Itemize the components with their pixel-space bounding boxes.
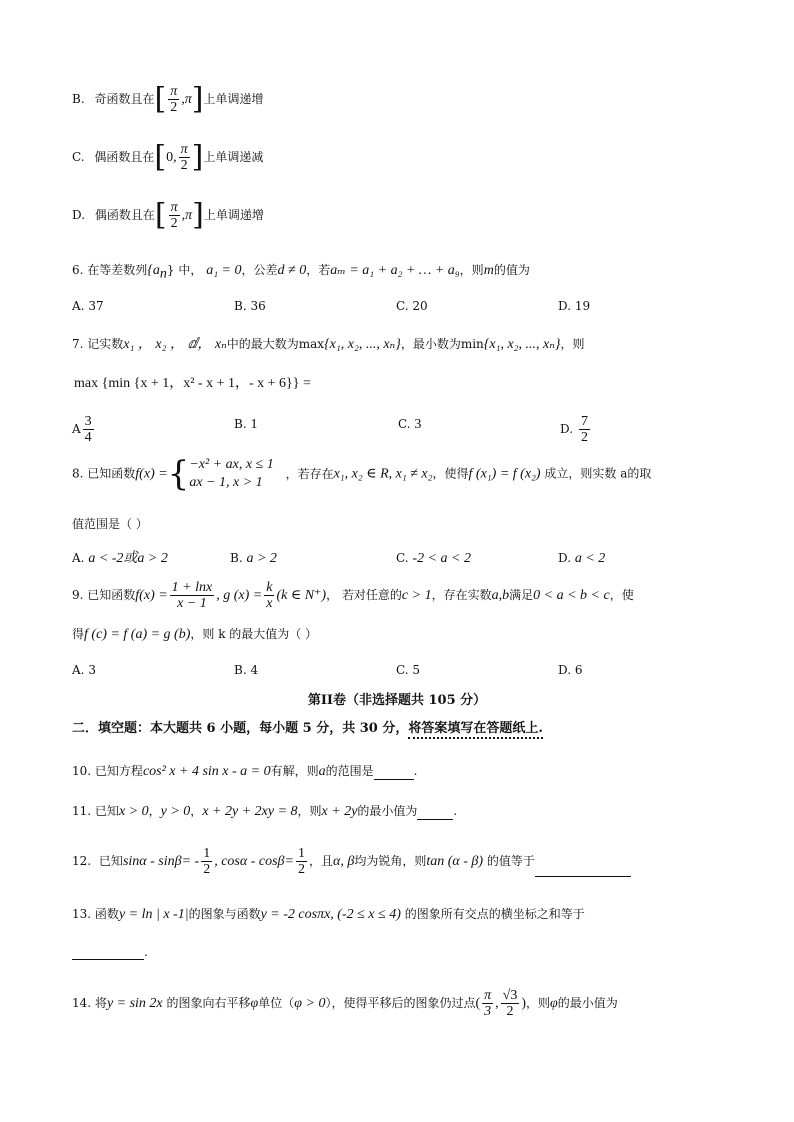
- variables: x₁ ， x₂ ， ⅆ， xₙ: [123, 337, 227, 352]
- heading-text: 二．填空题：本大题共 6 小题，每小题 5 分，共 30 分，: [72, 721, 409, 736]
- q14: 14. 将y = sin 2x 的图象向右平移φ单位（φ > 0），使得平移后的图象仍过点( $\frac{\pi}{3}$ , $\frac{√3}{2}$ )，则φ的最小值为: [72, 988, 618, 1019]
- stem-text: 的值等于: [486, 854, 535, 868]
- option-letter: C.: [72, 150, 85, 164]
- option-a[interactable]: A. 37: [72, 299, 104, 313]
- left-bracket: [: [154, 139, 167, 175]
- function-g: , g (x) =: [216, 588, 263, 603]
- option-a[interactable]: A. a < -2或a > 2: [72, 551, 168, 566]
- option-letter: D.: [72, 208, 86, 222]
- option-a[interactable]: A. 3: [72, 663, 96, 677]
- q5-option-d: D. 偶函数且在[ $\frac{\pi}{2}$ ,π]上单调递增: [72, 197, 264, 233]
- right-bracket: ]: [192, 197, 204, 233]
- answer-blank[interactable]: [417, 805, 453, 820]
- interval-right: π: [185, 208, 193, 223]
- stem-text: 已知函数: [87, 466, 136, 481]
- stem-text: 的最小值为: [357, 804, 418, 818]
- point-x: $\frac{\pi}{3}$: [484, 988, 492, 1019]
- equation-part: sinα - sinβ= -: [122, 854, 200, 869]
- condition: d ≠ 0: [277, 263, 307, 278]
- inequality: 0 < a < b < c: [533, 588, 610, 603]
- equation-part: , cosα - cosβ=: [214, 854, 294, 869]
- stem-text: 的最小值为: [557, 996, 618, 1010]
- q5-option-c: [72, 139, 264, 175]
- q7-stem: [72, 336, 585, 353]
- q6-stem: [72, 262, 530, 282]
- condition: y > 0: [160, 804, 191, 819]
- stem-text: 已知函数: [87, 588, 136, 602]
- set: {x₁, x₂, ..., xₙ}: [324, 337, 401, 352]
- option-text: 偶函数且在: [94, 150, 155, 164]
- section-title-text: 第II卷（非选择题共 105 分）: [307, 693, 487, 708]
- option-suffix: 上单调递减: [203, 150, 264, 164]
- q7-options: [72, 408, 712, 448]
- point-y: $\frac{√3}{2}$: [502, 988, 518, 1019]
- stem-text: ， 若对任意的: [326, 588, 402, 602]
- period: .: [144, 945, 148, 959]
- fraction: $\frac{\pi}{2}$: [180, 142, 188, 173]
- function: f(x) =: [135, 588, 168, 603]
- stem-text: ，若存在: [285, 466, 334, 481]
- option-b[interactable]: B. 4: [234, 663, 259, 677]
- stem-text: ，使: [609, 588, 634, 602]
- answer-blank[interactable]: [72, 945, 144, 960]
- variables: α, β: [333, 854, 355, 869]
- fraction: $\frac{k}{x}$: [266, 580, 273, 611]
- option-a[interactable]: A $\frac{3}{4}$: [72, 414, 92, 445]
- stem-text: ，存在实数: [431, 588, 492, 602]
- stem-text: ，则: [297, 804, 322, 818]
- option-letter: B.: [72, 92, 85, 106]
- stem-text: 的图象向右平移: [166, 996, 251, 1010]
- stem-text: 记实数: [87, 337, 124, 351]
- option-b[interactable]: B. 36: [234, 299, 266, 313]
- interval-left: 0,: [166, 150, 177, 165]
- piecewise: −x² + ax, x ≤ 1 ax − 1, x > 1: [189, 457, 274, 490]
- expression: x + 2y: [321, 804, 358, 819]
- option-d[interactable]: D. $\frac{7}{2}$: [560, 414, 589, 445]
- variable: a: [318, 764, 326, 779]
- stem-text: 得: [72, 627, 85, 641]
- equation: cos² x + 4 sin x - a = 0: [142, 764, 271, 779]
- sequence: {a: [147, 263, 160, 278]
- stem-text: 将: [94, 996, 107, 1010]
- stem-text: 的值为: [493, 263, 530, 277]
- q7-expression: [74, 376, 311, 392]
- right-bracket: ]: [191, 139, 204, 175]
- option-c[interactable]: C. 5: [396, 663, 421, 677]
- period: .: [453, 804, 458, 818]
- set: {x₁, x₂, ..., xₙ}: [483, 337, 561, 352]
- option-text: 偶函数且在: [94, 208, 155, 222]
- q13: [72, 906, 585, 923]
- stem-text: 均为锐角，则: [354, 854, 427, 868]
- answer-blank[interactable]: [535, 862, 631, 877]
- separator: ，: [148, 804, 161, 818]
- stem-text: 的范围是: [325, 764, 374, 778]
- q10: [72, 763, 417, 780]
- variable: φ: [550, 996, 558, 1011]
- stem-text: 已知: [94, 804, 119, 818]
- fraction: $\frac{\pi}{2}$: [170, 84, 178, 115]
- option-b[interactable]: B. 1: [234, 417, 258, 432]
- fraction: $\frac{\pi}{2}$: [170, 200, 178, 231]
- stem-text: ，则: [459, 263, 484, 277]
- condition: c > 1: [401, 588, 432, 603]
- q8-stem-line2: [72, 516, 148, 532]
- condition: (k ∈ N⁺): [276, 588, 327, 603]
- equation: f (c) = f (a) = g (b): [84, 627, 191, 642]
- section-title: [0, 693, 794, 709]
- stem-text: ，公差: [241, 263, 278, 277]
- stem-text: 单位（: [258, 996, 295, 1010]
- function: y = sin 2x: [106, 996, 163, 1011]
- variables: a,b: [491, 588, 510, 603]
- fraction: $\frac{1}{2}$: [203, 846, 211, 877]
- right-bracket: ]: [191, 81, 204, 117]
- stem-text: ，若: [306, 263, 331, 277]
- q9-stem-line2: [72, 626, 317, 643]
- fraction: $\frac{1}{2}$: [297, 846, 305, 877]
- stem-text: 成立，则实数 a的取: [544, 466, 652, 481]
- question-number: 8.: [72, 466, 84, 481]
- condition: x + 2y + 2xy = 8: [202, 804, 298, 819]
- question-number: 7.: [72, 337, 84, 351]
- condition: aₘ = a₁ + a₂ + … + a₉: [330, 263, 460, 278]
- option-c[interactable]: C. -2 < a < 2: [396, 551, 471, 566]
- option-d[interactable]: D. 6: [558, 663, 583, 677]
- left-bracket: [: [154, 81, 167, 117]
- expression: tan (α - β): [426, 854, 484, 869]
- q5-option-b: B. 奇函数且在[ $\frac{\pi}{2}$ ,π]上单调递增: [72, 81, 264, 117]
- function: f(x) =: [135, 466, 168, 482]
- variable: m: [483, 263, 494, 278]
- stem-text: ，且: [308, 854, 333, 868]
- condition: a₁ = 0: [206, 263, 242, 278]
- heading-emphasis: 将答案填写在答题纸上.: [408, 721, 543, 739]
- q12: [72, 846, 631, 877]
- answer-blank[interactable]: [374, 765, 414, 780]
- condition: x₁, x₂ ∈ R, x₁ ≠ x₂: [333, 466, 433, 482]
- left-bracket: [: [154, 197, 167, 233]
- stem-text: 函数: [94, 907, 119, 921]
- period: .: [413, 764, 418, 778]
- q11: [72, 803, 457, 820]
- option-b[interactable]: B. a > 2: [230, 551, 277, 566]
- question-number: 13.: [72, 907, 92, 921]
- question-number: 14.: [72, 996, 92, 1010]
- stem-text: ，则: [526, 996, 551, 1010]
- function: y = -2 cosπx, (-2 ≤ x ≤ 4): [260, 907, 401, 922]
- section-heading: [72, 721, 543, 737]
- stem-text: } 中，: [166, 263, 203, 277]
- fraction: $\frac{1 + \ln x}{x - 1}$: [171, 580, 213, 611]
- subscript: n: [159, 266, 167, 282]
- stem-text: 满足: [509, 588, 534, 602]
- option-suffix: 上单调递增: [203, 208, 264, 222]
- stem-text: 的图象所有交点的横坐标之和等于: [404, 907, 585, 921]
- stem-text: 中的最大数为max: [226, 337, 325, 351]
- condition: x > 0: [118, 804, 149, 819]
- stem-text: 有解，则: [270, 764, 319, 778]
- stem-text: 已知: [98, 854, 123, 868]
- separator: ，: [190, 804, 203, 818]
- condition: φ > 0: [294, 996, 326, 1011]
- question-number: 11.: [72, 804, 92, 818]
- option-c[interactable]: C. 3: [398, 417, 422, 432]
- option-text: 奇函数且在: [94, 92, 155, 106]
- q13-line2: [72, 944, 148, 960]
- interval-right: π: [184, 92, 192, 107]
- stem-text: ），使得平移后的图象仍过点: [325, 996, 476, 1010]
- function: y = ln | x -1|: [118, 907, 189, 922]
- stem-text: ，则 k 的最大值为（ ）: [190, 627, 318, 641]
- expression: max {min {x + 1，x² - x + 1，- x + 6}} =: [74, 376, 311, 391]
- option-d[interactable]: D. a < 2: [558, 551, 606, 566]
- option-suffix: 上单调递增: [203, 92, 264, 106]
- stem-text: 的图象与函数: [188, 907, 261, 921]
- stem-text: 已知方程: [94, 764, 143, 778]
- option-d[interactable]: D. 19: [558, 299, 591, 313]
- stem-text: ，则: [560, 337, 585, 351]
- question-number: 12.: [72, 854, 92, 868]
- stem-text: ，使得: [432, 466, 469, 481]
- stem-text: ，最小数为min: [400, 337, 484, 351]
- q9-stem: [72, 580, 634, 611]
- brace: {: [167, 454, 190, 494]
- option-c[interactable]: C. 20: [396, 299, 428, 313]
- equation: f (x₁) = f (x₂): [468, 466, 541, 482]
- stem-text: 在等差数列: [87, 263, 148, 277]
- stem-text: 值范围是（ ）: [72, 517, 148, 531]
- question-number: 10.: [72, 764, 92, 778]
- q8-stem: [72, 456, 651, 492]
- variable: φ: [250, 996, 259, 1011]
- question-number: 6.: [72, 263, 84, 277]
- question-number: 9.: [72, 588, 84, 602]
